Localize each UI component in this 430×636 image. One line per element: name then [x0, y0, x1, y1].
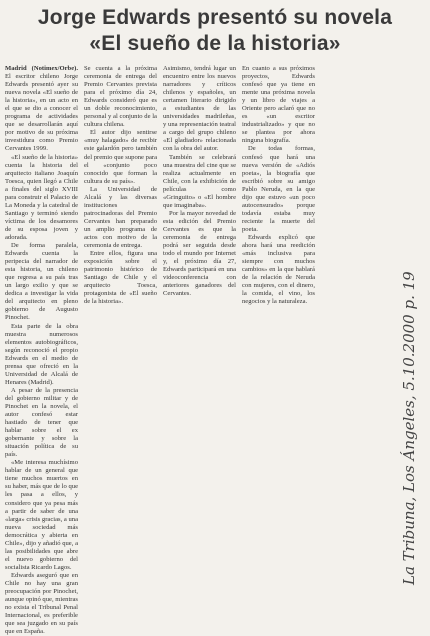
- article-paragraph: Esta parte de la obra muestra numerosos elementos autobiográficos, según reconoció el propio Edwards en el medio de prensa que ofreció en la Universidad de Alcalá de Henares (Madrid).: [5, 322, 78, 386]
- paragraph-text: El escritor chileno Jorge Edwards presentó ayer su nueva novela «El sueño de la historia», en un acto en el que se dio a conocer el programa de actividades que se desarrollarán aquí por motivo de su próxima investidura como Premio Cervantes 1999.: [5, 73, 78, 153]
- article-paragraph: El autor dijo sentirse «muy halagado» de recibir este galardón pero también del premio que supone para el «conjunto poco conocido que forman la cultura de su país».: [84, 129, 157, 185]
- article-paragraph: También se celebrará una muestra del cine que se realiza actualmente en Chile, con la exhibición de películas como «Gringuito» o «El hombre que imaginaba».: [163, 153, 236, 209]
- article-paragraph: [5, 65, 78, 154]
- article-paragraph: Asimismo, tendrá lugar un encuentro entre los nuevos narradores y críticos chilenos y españoles, un certamen literario dirigido a estudiantes de las universidades madrileñas, y una representación teatral a cargo del grupo chileno «El gladiador» relacionada con la obra del autor.: [163, 65, 236, 153]
- headline-line-2: «El sueño de la historia»: [89, 32, 341, 55]
- article-column-1: [5, 65, 78, 636]
- article-column-3: [163, 65, 236, 343]
- article-paragraph: A pesar de la presencia del gobierno militar y de Pinochet en la novela, el autor confesó estar hastiado de tener que hablar sobre el ex gobernante y sobre la situación política de su país.: [5, 386, 78, 459]
- handwritten-source-note: [396, 50, 426, 590]
- article-paragraph: Por la mayor novedad de esta edición del Premio Cervantes es que la ceremonia de entrega podrá ser seguida desde todo el mundo por Internet y, el próximo día 27, Edwards participará en una videoconferencia con anteriores ganadores del Cervantes.: [163, 209, 236, 298]
- article-paragraph: La Universidad de Alcalá y las diversas instituciones patrocinadoras del Premio Cervantes han preparado un amplio programa de actos con motivo de la ceremonia de entrega.: [84, 185, 157, 250]
- article-paragraph: Edwards aseguró que en Chile no hay una gran preocupación por Pinochet, aunque opinó que, mientras no exista el Tribunal Penal Internacional, es preferible que sea juzgado en su país que en España.: [5, 571, 78, 636]
- article-paragraph: «El sueño de la historia» cuenta la historia del arquitecto italiano Joaquín Toesca, quien llegó a Chile a finales del siglo XVIII para construir el Palacio de La Moneda y la catedral de Santiago y terminó siendo víctima de los desamores de su esposa joven y adorada.: [5, 153, 78, 241]
- article-paragraph: En cuanto a sus próximos proyectos, Edwards confesó que ya tiene en mente una próxima novela y un libro de viajes a Oriente pero aclaró que no es «un escritor industrializado» y que no se plantea por ahora ninguna biografía.: [242, 65, 315, 145]
- article-paragraph: Se cuenta a la próxima ceremonia de entrega del Premio Cervantes prevista para el próximo día 24, Edwards consideró que es un doble reconocimiento, personal y al conjunto de la cultura chilena.: [84, 65, 157, 129]
- article-paragraph: Edwards explicó que ahora hará una reedición «más inclusiva para siempre con muchos cambios» en la que hablará de la relación de Neruda con mujeres, con el dinero, la comida, el vino, los negocios y la naturaleza.: [242, 233, 315, 306]
- handwritten-source-text: La Tribuna, Los Ángeles, 5.10.2000 p. 19: [400, 271, 418, 585]
- article-paragraph: «Me interesa muchísimo hablar de un general que tiene muchos muertos en su haber, más que de lo que les pasa a ellos, y considero que ya pesa más a partir de saber de una «larga» crisis gracias, a una nueva sociedad más democrática y abierta en Chile», dijo y añadió que, a las posibilidades que abre el nuevo gobierno del socialista Ricardo Lagos.: [5, 459, 78, 571]
- headline-line-1: Jorge Edwards presentó su novela: [37, 6, 393, 29]
- dateline: Madrid (Notimex/Orbe).: [5, 65, 78, 72]
- article-paragraph: De forma paralela, Edwards cuenta la peripecia del narrador de esta historia, un chileno que regresa a su país tras un largo exilio y que se dedica a investigar la vida del arquitecto en pleno gobierno de Augusto Pinochet.: [5, 242, 78, 322]
- article-column-2: [84, 65, 157, 333]
- article-paragraph: Entre ellos, figura una exposición sobre el patrimonio histórico de Santiago de Chile y el arquitecto Toesca, protagonista de «El sueño de la historia».: [84, 250, 157, 306]
- article-column-4: [242, 65, 315, 343]
- article-paragraph: De todas formas, confesó que hará una nueva versión de «Adiós poeta», la biografía que escribió sobre su amigo Pablo Neruda, en la que dijo que estuvo «un poco autocensurado» porque todavía estaba muy reciente la muerte del poeta.: [242, 145, 315, 233]
